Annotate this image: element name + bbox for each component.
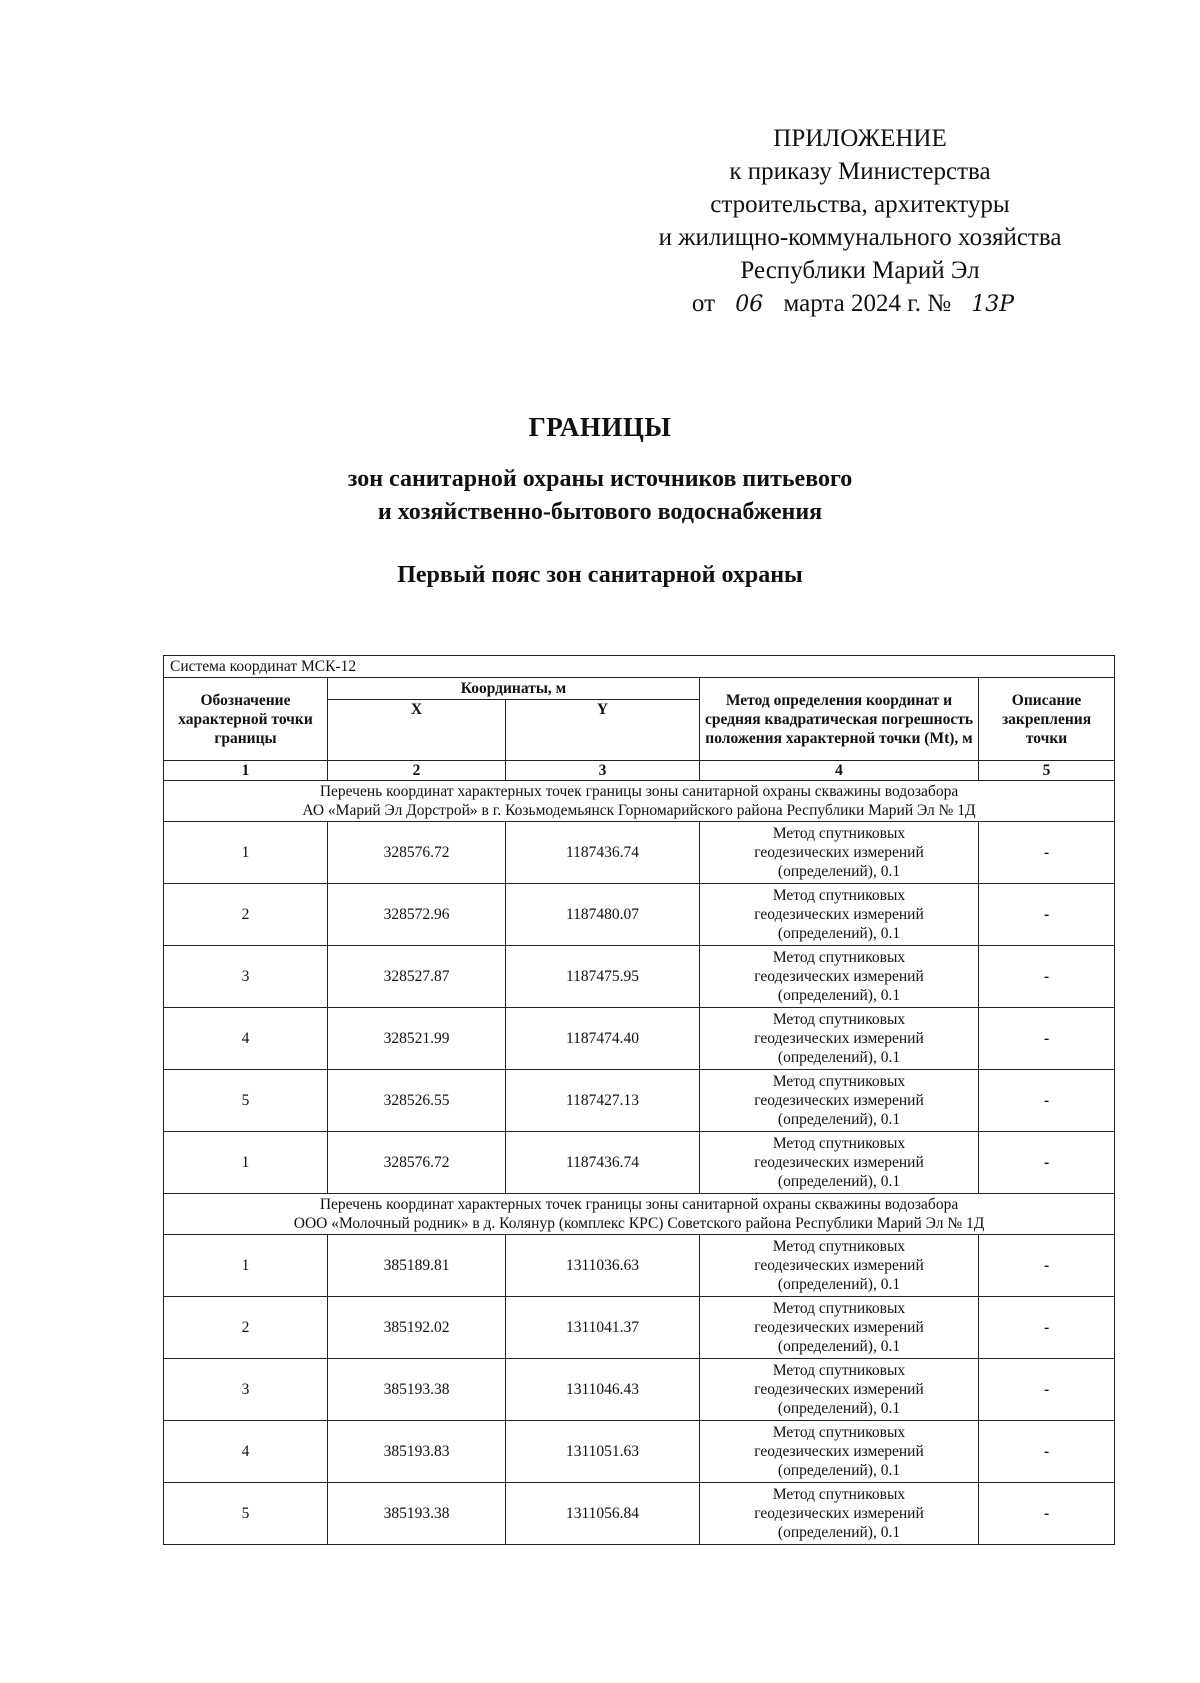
fixing-description: - [979,1008,1115,1070]
table-row [164,1297,1115,1359]
section-title-line: Перечень координат характерных точек границы зоны санитарной охраны скважины водозабора [319,1196,959,1213]
y-coordinate: 1311051.63 [506,1421,700,1483]
point-number: 1 [164,822,328,884]
fixing-description: - [979,822,1115,884]
column-number: 4 [700,761,979,781]
table-row [164,1421,1115,1483]
header-coords: Координаты, м [328,678,700,700]
method-line: Метод спутниковых [772,1135,906,1152]
method-line: (определений), 0.1 [777,1173,901,1190]
method-line: (определений), 0.1 [777,863,901,880]
method-line: Метод спутниковых [772,887,906,904]
y-coordinate: 1311046.43 [506,1359,700,1421]
method-line: геодезических измерений [754,1381,924,1398]
x-coordinate: 385192.02 [328,1297,506,1359]
method-line: Метод спутниковых [772,1424,906,1441]
method-line: (определений), 0.1 [777,1111,901,1128]
point-number: 3 [164,1359,328,1421]
header-x: X [328,700,506,761]
page-subtitle [0,463,1200,529]
method-line: геодезических измерений [754,1257,924,1274]
subtitle-line: и хозяйственно-бытового водоснабжения [377,499,823,525]
fixing-description: - [979,1483,1115,1545]
appendix-ministry-line: и жилищно-коммунального хозяйства [658,224,1062,251]
appendix-republic-line: Республики Марий Эл [740,257,980,284]
fixing-description: - [979,1070,1115,1132]
point-number: 5 [164,1483,328,1545]
point-number: 2 [164,1297,328,1359]
method-line: (определений), 0.1 [777,1524,901,1541]
point-number: 2 [164,884,328,946]
subtitle-line: зон санитарной охраны источников питьевого [347,466,853,492]
method-line: (определений), 0.1 [777,1049,901,1066]
method-line: геодезических измерений [754,1154,924,1171]
x-coordinate: 328572.96 [328,884,506,946]
point-number: 5 [164,1070,328,1132]
method-line: Метод спутниковых [772,949,906,966]
column-number: 5 [979,761,1115,781]
method-line: Метод спутниковых [772,1238,906,1255]
coordinate-system-label: Система координат МСК-12 [164,656,1115,678]
appendix-block [600,122,1120,321]
fixing-description: - [979,1359,1115,1421]
y-coordinate: 1311056.84 [506,1483,700,1545]
method-cell [700,1483,979,1545]
appendix-order-line: к приказу Министерства [729,158,991,185]
coordinates-table [163,655,1115,1545]
column-number-row [164,761,1115,781]
fixing-description: - [979,946,1115,1008]
point-number: 4 [164,1421,328,1483]
section-title-line: Перечень координат характерных точек границы зоны санитарной охраны скважины водозабора [319,783,959,800]
section-title-line: ООО «Молочный родник» в д. Колянур (комплекс КРС) Советского района Республики Марий Эл № 1Д [293,1215,985,1232]
method-line: геодезических измерений [754,1092,924,1109]
header-fixing: Описание закрепления точки [979,678,1115,761]
method-cell [700,946,979,1008]
method-line: геодезических измерений [754,968,924,985]
point-number: 1 [164,1132,328,1194]
section-title [164,1194,1115,1235]
section-title-row [164,1194,1115,1235]
x-coordinate: 328576.72 [328,822,506,884]
appendix-date-line [600,287,1120,321]
section-title-row [164,781,1115,822]
y-coordinate: 1311036.63 [506,1235,700,1297]
x-coordinate: 328576.72 [328,1132,506,1194]
method-cell [700,1359,979,1421]
column-number: 3 [506,761,700,781]
handwritten-order-number: 13Р [971,292,1015,317]
y-coordinate: 1311041.37 [506,1297,700,1359]
header-method: Метод определения координат и средняя квадратическая погрешность положения характерной точки (Mt), м [700,678,979,761]
table-row [164,1235,1115,1297]
method-line: геодезических измерений [754,1505,924,1522]
header-point: Обозначение характерной точки границы [164,678,328,761]
method-line: (определений), 0.1 [777,1338,901,1355]
method-line: геодезических измерений [754,1030,924,1047]
table-row [164,822,1115,884]
method-line: геодезических измерений [754,1319,924,1336]
x-coordinate: 328527.87 [328,946,506,1008]
fixing-description: - [979,1297,1115,1359]
method-cell [700,1297,979,1359]
table-row [164,1132,1115,1194]
point-number: 1 [164,1235,328,1297]
x-coordinate: 385189.81 [328,1235,506,1297]
y-coordinate: 1187480.07 [506,884,700,946]
x-coordinate: 328526.55 [328,1070,506,1132]
method-line: геодезических измерений [754,1443,924,1460]
method-line: Метод спутниковых [772,825,906,842]
table-row [164,1483,1115,1545]
method-cell [700,822,979,884]
method-line: Метод спутниковых [772,1300,906,1317]
method-line: (определений), 0.1 [777,987,901,1004]
section-title-line: АО «Марий Эл Дорстрой» в г. Козьмодемьянск Горномарийского района Республики Марий Эл № 1Д [302,802,976,819]
method-line: (определений), 0.1 [777,1276,901,1293]
date-prefix: от [691,290,716,317]
table-row [164,1359,1115,1421]
appendix-label: ПРИЛОЖЕНИЕ [773,125,947,152]
page-title: ГРАНИЦЫ [528,412,672,442]
method-cell [700,1008,979,1070]
method-line: (определений), 0.1 [777,925,901,942]
method-cell [700,1421,979,1483]
y-coordinate: 1187475.95 [506,946,700,1008]
date-rest: марта 2024 г. № [783,290,952,317]
method-line: (определений), 0.1 [777,1400,901,1417]
handwritten-day: 06 [735,292,764,317]
fixing-description: - [979,884,1115,946]
x-coordinate: 328521.99 [328,1008,506,1070]
method-cell [700,1070,979,1132]
column-number: 2 [328,761,506,781]
fixing-description: - [979,1421,1115,1483]
belt-title: Первый пояс зон санитарной охраны [397,562,803,588]
point-number: 4 [164,1008,328,1070]
x-coordinate: 385193.38 [328,1359,506,1421]
method-line: геодезических измерений [754,844,924,861]
method-cell [700,1132,979,1194]
y-coordinate: 1187436.74 [506,1132,700,1194]
table-row [164,946,1115,1008]
x-coordinate: 385193.38 [328,1483,506,1545]
fixing-description: - [979,1235,1115,1297]
column-number: 1 [164,761,328,781]
method-line: (определений), 0.1 [777,1462,901,1479]
table-row [164,1070,1115,1132]
fixing-description: - [979,1132,1115,1194]
method-line: геодезических измерений [754,906,924,923]
y-coordinate: 1187474.40 [506,1008,700,1070]
section-title [164,781,1115,822]
y-coordinate: 1187427.13 [506,1070,700,1132]
method-line: Метод спутниковых [772,1011,906,1028]
header-row [164,678,1115,700]
point-number: 3 [164,946,328,1008]
method-cell [700,1235,979,1297]
method-cell [700,884,979,946]
y-coordinate: 1187436.74 [506,822,700,884]
method-line: Метод спутниковых [772,1486,906,1503]
method-line: Метод спутниковых [772,1073,906,1090]
header-y: Y [506,700,700,761]
table-row [164,884,1115,946]
table-row [164,1008,1115,1070]
appendix-ministry-line: строительства, архитектуры [710,191,1010,218]
x-coordinate: 385193.83 [328,1421,506,1483]
method-line: Метод спутниковых [772,1362,906,1379]
system-row [164,656,1115,678]
